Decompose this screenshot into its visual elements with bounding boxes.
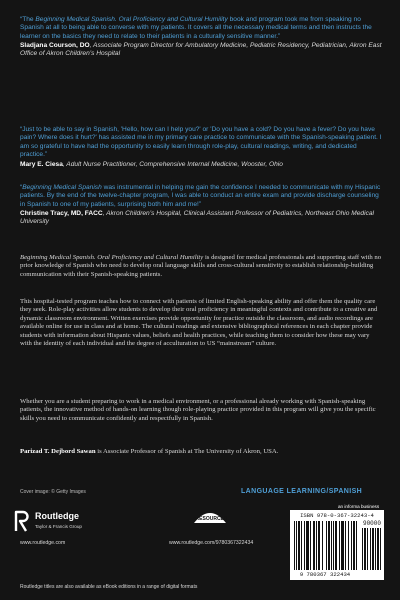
cover-image-credit: Cover image: © Getty Images	[20, 489, 86, 495]
ebook-availability-note: Routledge titles are also available as eBook editions in a range of digital formats	[20, 584, 198, 590]
quote-body: book and program took me from speaking no Spanish at all to being able to converse with my patients. It covers all the necessary medical terms and then instructs the learner on the basics they need to relate to their patients in a culturally sensitive manner.”	[20, 16, 372, 40]
endorsement-quote-3	[20, 184, 382, 227]
quote-author-name: Sladjana Courson, DO	[20, 42, 90, 50]
endorsement-quote-2	[20, 126, 382, 169]
author-bio	[20, 448, 382, 456]
quote-author-name: Christine Tracy, MD, FACC	[20, 210, 103, 218]
quote-text	[20, 16, 382, 41]
isbn-barcode	[290, 510, 384, 580]
quote-attribution	[20, 42, 382, 58]
publisher-name: Routledge	[35, 511, 79, 521]
quote-open: “	[20, 126, 23, 133]
subject-category: LANGUAGE LEARNING/SPANISH	[241, 488, 363, 495]
quote-attribution	[20, 161, 382, 169]
quote-open: “The	[20, 16, 36, 23]
quote-open: “	[20, 184, 23, 191]
routledge-logo-icon	[14, 509, 30, 533]
endorsement-quote-1	[20, 16, 382, 59]
ean-number: 9 780367 322434	[299, 571, 351, 578]
eresources-badge-icon	[190, 505, 230, 525]
book-title: Beginning Medical Spanish. Oral Proficiency and Cultural Humility	[20, 254, 204, 261]
addon-barcode-bars-icon	[362, 528, 382, 570]
price-addon-number: 90000	[362, 520, 381, 527]
quote-attribution	[20, 210, 382, 226]
description-paragraph-3: Whether you are a student preparing to work in a medical environment, or a professional already working with Spanish-speaking patients, the innovative method of hands-on learning though role-playing practice provided in this program will give you the specific skills you need to communicate confidently and respectfully in Spanish.	[20, 398, 376, 422]
description-paragraph-2: This hospital-tested program teaches how to connect with patients of limited English-speaking ability and offer them the quality care they seek. Role-play activities allow students to develop their oral proficiency in meaningful contexts and contribute to a creative and dynamic classroom environment. Written exercises provide opportunity for practice outside the classroom, and audio recordings are available online for use in class and at home. The cultural readings and extensive bibliographical references in each chapter provide students with information about Hispanic values, beliefs and health practices, while teaching them to consider how these may vary with the identity of each individual and the degree of acculturation to US “mainstream” culture.	[20, 298, 378, 348]
quote-body: Just to be able to say in Spanish, 'Hello, how can I help you?' or 'Do you have a cold? Do you have a fever? Do you have pain? Where does it hurt?' has assisted me in my primary care practice to communicate with the Spanish-speaking patient. I am so grateful to have had the opportunity to easily learn through role-play, cultural readings, writing, and dedicated practice.”	[20, 126, 382, 159]
eresources-label: eRESOURCES	[192, 516, 228, 522]
publisher-group: Taylor & Francis Group	[35, 524, 82, 529]
informa-tagline: an informa business	[338, 504, 380, 509]
quote-author-role: , Associate Program Director for Ambulatory Medicine, Pediatric Residency, Pediatrician, Akron East Office of Akron Children’s Hospital	[20, 42, 382, 58]
description-paragraph-1	[20, 254, 382, 279]
book-url: www.routledge.com/9780367322434	[169, 540, 254, 546]
quote-text	[20, 184, 382, 209]
quote-book-title: Beginning Medical Spanish	[22, 184, 102, 191]
quote-body: was instrumental in helping me gain the confidence I needed to communicate with my Hispanic patients. By the end of the twelve-chapter program, I was able to conduct an entire exam and provide discharge counseling in Spanish to one of my patients, surprising both him and me!”	[20, 184, 381, 208]
description-text: is designed for medical professionals and supporting staff with no prior knowledge of Spanish who need to develop oral language skills and cross-cultural sensitivity to establish relationship-building communication with their Spanish-speaking patients.	[20, 254, 382, 278]
barcode-bars-icon	[294, 521, 360, 570]
author-name: Parizad T. Dejbord Sawan	[20, 448, 96, 455]
quote-text	[20, 126, 382, 160]
author-bio-text: is Associate Professor of Spanish at The University of Akron, USA.	[95, 448, 279, 455]
quote-author-role: , Akron Children’s Hospital, Clinical Assistant Professor of Pediatrics, Northeast Ohio Medical University	[20, 210, 374, 226]
quote-author-name: Mary E. Ciesa	[20, 160, 63, 168]
publisher-url: www.routledge.com	[20, 540, 66, 546]
quote-author-role: , Adult Nurse Practitioner, Comprehensive Internal Medicine, Wooster, Ohio	[62, 160, 283, 168]
isbn-text: ISBN 978-0-367-32243-4	[300, 512, 374, 519]
quote-book-title: Beginning Medical Spanish. Oral Proficiency and Cultural Humility	[35, 16, 228, 23]
